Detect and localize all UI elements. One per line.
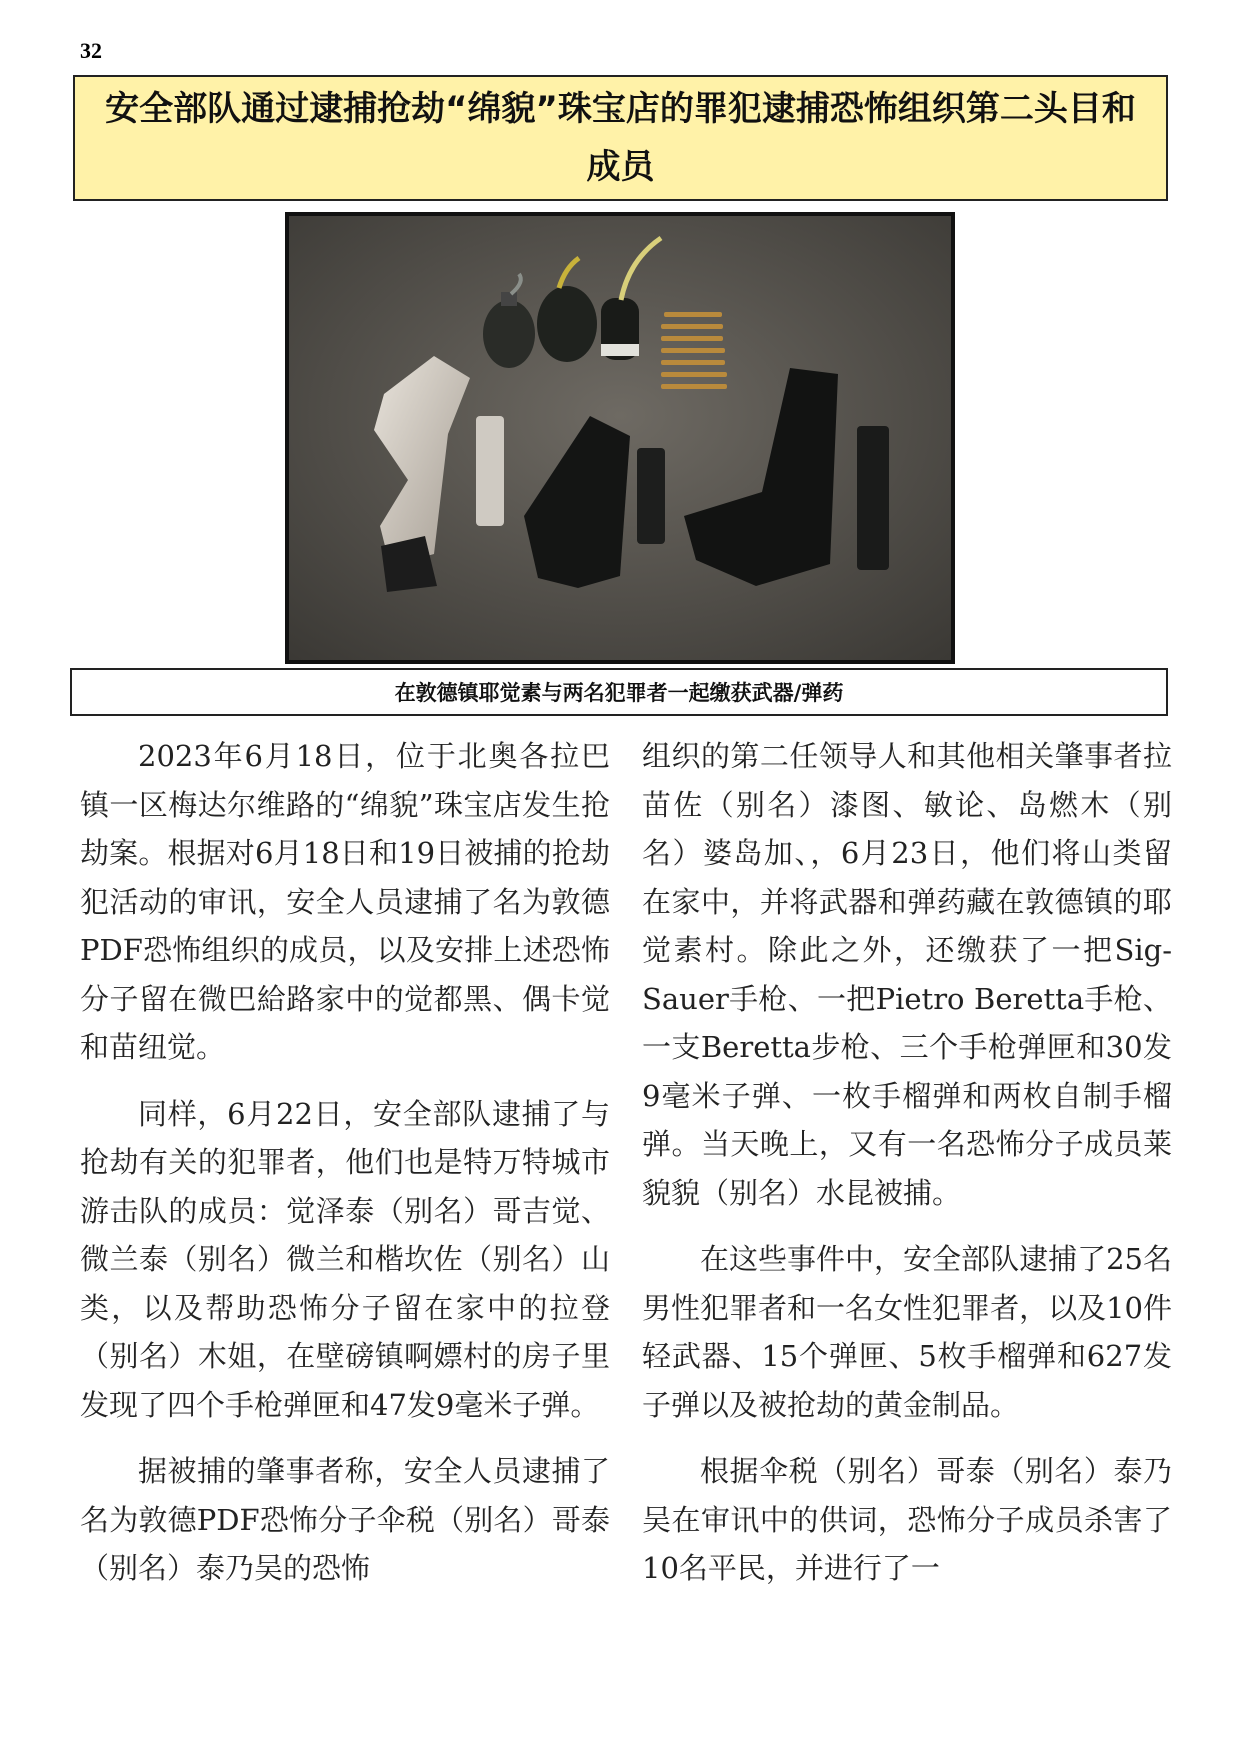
magazine-icon	[637, 448, 665, 544]
page-number: 32	[80, 38, 102, 63]
paragraph: 组织的第二任领导人和其他相关肇事者拉苗佐（别名）漆图、敏论、岛燃木（别名）婆岛加、，6月23日，他们将山类留在家中，并将武器和弹药藏在敦德镇的耶觉素村。除此之外，还缴获了一把Sig-Sauer手枪、一把Pietro Beretta手枪、一支Beretta步枪、三个手枪弹匣和30发9毫米子弹、一枚手榴弹和两枚自制手榴弹。当天晚上，又有一名恐怖分子成员莱貌貌（别名）水昆被捕。	[642, 739, 1172, 1210]
headline-box	[73, 75, 1168, 201]
magazine-icon	[476, 416, 504, 526]
seized-weapons-photo	[285, 212, 955, 664]
paragraph: 在这些事件中，安全部队逮捕了25名男性犯罪者和一名女性犯罪者，以及10件轻武器、15个弹匣、5枚手榴弹和627发子弹以及被抢劫的黄金制品。	[642, 1242, 1172, 1422]
photo-caption-box	[70, 668, 1168, 716]
paragraph: 2023年6月18日，位于北奥各拉巴镇一区梅达尔维路的“绵貌”珠宝店发生抢劫案。根据对6月18日和19日被捕的抢劫犯活动的审讯，安全人员逮捕了名为敦德PDF恐怖组织的成员，以及安排上述恐怖分子留在微巴給路家中的觉都黑、偶卡觉和苗纽觉。	[80, 739, 610, 1064]
paragraph: 据被捕的肇事者称，安全人员逮捕了名为敦德PDF恐怖分子伞税（别名）哥泰（别名）泰乃吴的恐怖	[80, 1454, 610, 1585]
photo-illustration	[289, 216, 951, 660]
magazine-icon	[857, 426, 889, 570]
article-column-left	[80, 732, 610, 1611]
paragraph: 根据伞税（别名）哥泰（别名）泰乃吴在审讯中的供词，恐怖分子成员杀害了10名平民，并进行了一	[642, 1454, 1172, 1585]
headline: 安全部队通过逮捕抢劫“绵貌”珠宝店的罪犯逮捕恐怖组织第二头目和成员	[105, 89, 1136, 187]
article-column-right	[642, 732, 1172, 1611]
paragraph: 同样，6月22日，安全部队逮捕了与抢劫有关的犯罪者，他们也是特万特城市游击队的成员：觉泽泰（别名）哥吉觉、微兰泰（别名）微兰和楷坎佐（别名）山类，以及帮助恐怖分子留在家中的拉登（别名）木姐，在壁磅镇啊嫖村的房子里发现了四个手枪弹匣和47发9毫米子弹。	[80, 1096, 610, 1422]
photo-caption: 在敦德镇耶觉素与两名犯罪者一起缴获武器/弹药	[394, 681, 844, 705]
